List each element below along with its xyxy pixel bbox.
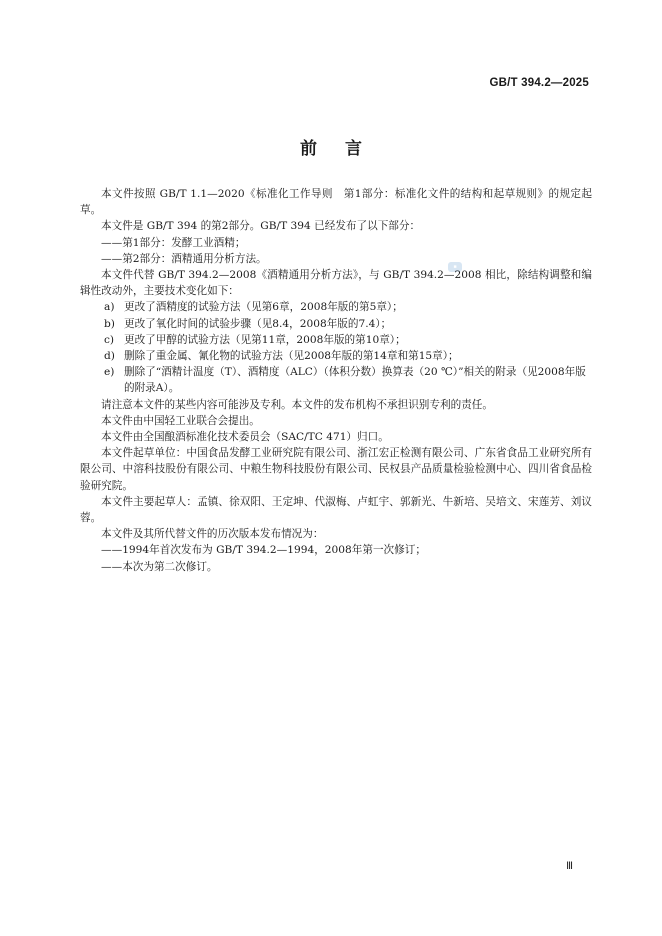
paragraph-replacement: 本文件代替 GB/T 394.2—2008《酒精通用分析方法》，与 GB/T 394.2—2008 相比，除结构调整和编辑性改动外，主要技术变化如下：: [80, 269, 592, 298]
change-item-mark: e): [104, 366, 115, 379]
change-item-text: 删除了“酒精计温度（T）、酒精度（ALC）（体积分数）换算表（20 ℃）”相关的附录（见2008年版的附录A）。: [124, 366, 586, 395]
paragraph-drafting-units: 本文件起草单位：中国食品发酵工业研究院有限公司、浙江宏正检测有限公司、广东省食品工业研究所有限公司、中溶科技股份有限公司、中粮生物科技股份有限公司、民权县产品质量检验检测中心、四川省食品检验研究院。: [80, 447, 592, 492]
change-item-text: 更改了氧化时间的试验步骤（见8.4，2008年版的7.4）；: [124, 317, 392, 330]
change-item-text: 删除了重金属、氰化物的试验方法（见2008年版的第14章和第15章）；: [124, 350, 459, 363]
foreword-body: [80, 186, 592, 575]
paragraph-patent-notice: 请注意本文件的某些内容可能涉及专利。本文件的发布机构不承担识别专利的责任。: [101, 398, 493, 411]
change-item-mark: c): [104, 333, 115, 346]
paragraph-part-2: ——第2部分：酒精通用分析方法。: [101, 252, 267, 265]
paragraph-drafters: 本文件主要起草人：孟镇、徐双阳、王定坤、代淑梅、卢虹宇、郭新光、牛新培、吴培文、宋莲芳、刘议蓉。: [80, 495, 592, 525]
change-item-mark: d): [104, 350, 115, 363]
change-item-text: 更改了甲醇的试验方法（见第11章，2008年版的第10章）；: [124, 333, 406, 346]
page-number: Ⅲ: [566, 861, 573, 872]
change-item: [80, 299, 592, 315]
paragraph-part-1: ——第1部分：发酵工业酒精；: [101, 236, 246, 249]
paragraph-proposer: 本文件由中国轻工业联合会提出。: [101, 414, 260, 427]
change-item-text: 更改了酒精度的试验方法（见第6章，2008年版的第5章）；: [124, 301, 403, 314]
paragraph-history-1994: ——1994年首次发布为 GB/T 394.2—1994，2008年第一次修订；: [101, 544, 426, 557]
change-item: [80, 348, 592, 364]
paragraph-technical-committee: 本文件由全国酿酒标准化技术委员会（SAC/TC 471）归口。: [101, 431, 389, 444]
change-item: [80, 316, 592, 332]
change-item-mark: b): [104, 317, 115, 330]
paragraph-drafting-rules: 本文件按照 GB/T 1.1—2020《标准化工作导则 第1部分：标准化文件的结构和起草规则》的规定起草。: [80, 188, 592, 217]
watermark-stamp: ■: [448, 262, 462, 272]
paragraph-history-current: ——本次为第二次修订。: [101, 560, 218, 573]
paragraph-part-info: 本文件是 GB/T 394 的第2部分。GB/T 394 已经发布了以下部分：: [101, 220, 421, 233]
change-item-mark: a): [104, 301, 115, 314]
change-item: [80, 332, 592, 348]
change-item: [80, 364, 592, 396]
paragraph-history: 本文件及其所代替文件的历次版本发布情况为：: [101, 528, 324, 541]
standard-code: GB/T 394.2—2025: [489, 77, 589, 89]
page-title: 前言: [300, 139, 390, 159]
